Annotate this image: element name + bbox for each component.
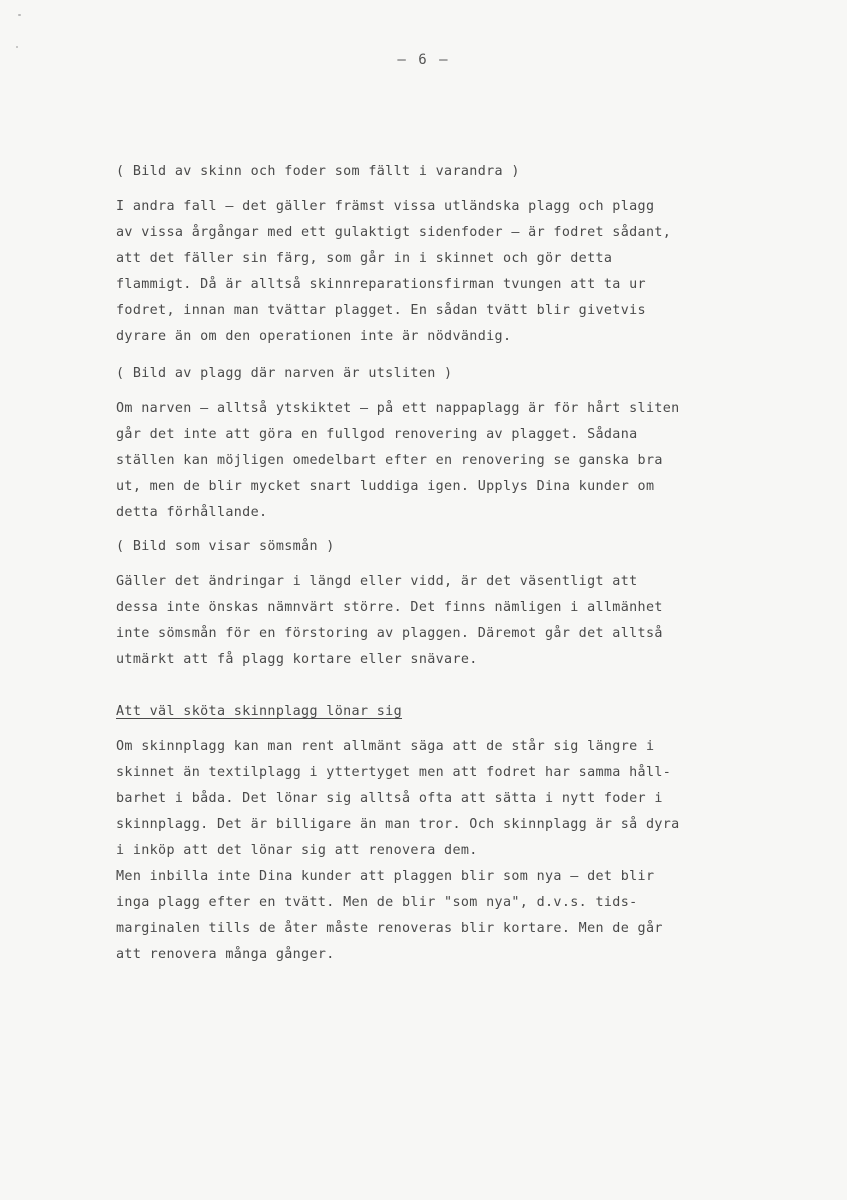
text-line: i inköp att det lönar sig att renovera dem. <box>116 843 478 858</box>
paper-speck <box>18 14 21 16</box>
caption-worn-grain <box>116 361 736 387</box>
text-line: flammigt. Då är alltså skinnreparationsfirman tvungen att ta ur <box>116 277 646 292</box>
text-line: utmärkt att få plagg kortare eller snävare. <box>116 652 478 667</box>
text-line: att renovera många gånger. <box>116 947 335 962</box>
page-number: – 6 – <box>397 52 450 68</box>
paragraph-lining-dye <box>116 194 736 350</box>
paragraph-care-pays <box>116 734 736 968</box>
caption-text: ( Bild av plagg där narven är utsliten ) <box>116 366 453 381</box>
text-line: inga plagg efter en tvätt. Men de blir "som nya", d.v.s. tids- <box>116 895 638 910</box>
text-line: inte sömsmån för en förstoring av plaggen. Däremot går det alltså <box>116 626 663 641</box>
text-line: av vissa årgångar med ett gulaktigt sidenfoder – är fodret sådant, <box>116 225 672 240</box>
paragraph-worn-grain <box>116 396 736 526</box>
caption-seam-allowance <box>116 534 736 560</box>
text-line: dyrare än om den operationen inte är nödvändig. <box>116 329 512 344</box>
text-line: barhet i båda. Det lönar sig alltså ofta att sätta i nytt foder i <box>116 791 663 806</box>
paper-speck <box>16 46 18 48</box>
text-line: att det fäller sin färg, som går in i skinnet och gör detta <box>116 251 613 266</box>
text-line: går det inte att göra en fullgod renovering av plagget. Sådana <box>116 427 638 442</box>
text-line: ställen kan möjligen omedelbart efter en renovering se ganska bra <box>116 453 663 468</box>
text-line: dessa inte önskas nämnvärt större. Det finns nämligen i allmänhet <box>116 600 663 615</box>
section-heading-text: Att väl sköta skinnplagg lönar sig <box>116 704 403 719</box>
text-line: Om narven – alltså ytskiktet – på ett nappaplagg är för hårt sliten <box>116 401 680 416</box>
caption-skin-lining <box>116 159 736 185</box>
text-line: skinnet än textilplagg i yttertyget men att fodret har samma håll- <box>116 765 672 780</box>
section-heading <box>116 699 736 725</box>
text-line: detta förhållande. <box>116 505 268 520</box>
text-line: Gäller det ändringar i längd eller vidd, är det väsentligt att <box>116 574 638 589</box>
text-line: fodret, innan man tvättar plagget. En sådan tvätt blir givetvis <box>116 303 646 318</box>
text-line: I andra fall – det gäller främst vissa utländska plagg och plagg <box>116 199 655 214</box>
caption-text: ( Bild av skinn och foder som fällt i varandra ) <box>116 164 520 179</box>
text-line: ut, men de blir mycket snart luddiga igen. Upplys Dina kunder om <box>116 479 655 494</box>
paragraph-alterations <box>116 569 736 673</box>
text-line: Om skinnplagg kan man rent allmänt säga att de står sig längre i <box>116 739 655 754</box>
caption-text: ( Bild som visar sömsmån ) <box>116 539 335 554</box>
text-line: marginalen tills de åter måste renoveras blir kortare. Men de går <box>116 921 663 936</box>
text-line: Men inbilla inte Dina kunder att plaggen blir som nya – det blir <box>116 869 655 884</box>
text-line: skinnplagg. Det är billigare än man tror. Och skinnplagg är så dyra <box>116 817 680 832</box>
